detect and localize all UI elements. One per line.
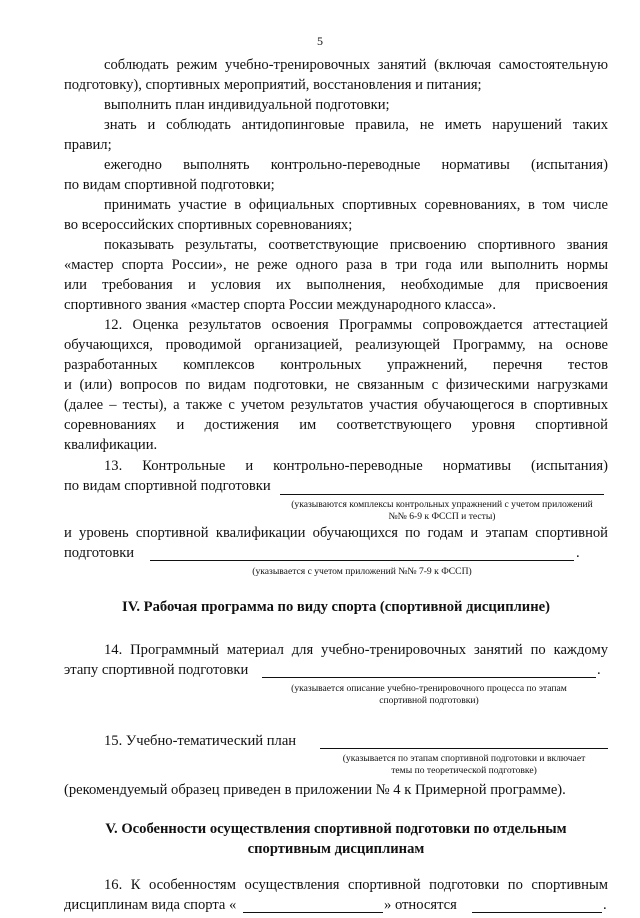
text-line: знать и соблюдать антидопинговые правила, не иметь нарушений таких <box>104 117 608 133</box>
text-line: квалификации. <box>64 437 158 453</box>
text-line: по видам спортивной подготовки; <box>64 177 275 193</box>
paragraph-14-line: 14. Программный материал для учебно-тренировочных занятий по каждому <box>104 642 608 658</box>
text-line: ежегодно выполнять контрольно-переводные нормативы (испытания) <box>104 157 608 173</box>
text-line: правил; <box>64 137 112 153</box>
text-line: (далее – тесты), а также с учетом результатов участия обучающегося в спортивных <box>64 397 608 413</box>
text-line: и (или) вопросов по видам подготовки, не связанным с физическими нагрузками <box>64 377 608 393</box>
text-line: подготовки <box>64 545 135 561</box>
field-hint: спортивной подготовки) <box>379 695 479 706</box>
text-line: обучающихся, проводимой организацией, реализующей Программу, на основе <box>64 337 608 353</box>
field-hint: темы по теоретической подготовке) <box>391 765 537 776</box>
field-hint: (указывается по этапам спортивной подготовки и включает <box>342 753 586 764</box>
punctuation: . <box>597 662 601 678</box>
paragraph-13-line: 13. Контрольные и контрольно-переводные нормативы (испытания) <box>104 458 608 474</box>
text-line: дисциплинам вида спорта « <box>64 897 237 913</box>
field-hint: №№ 6-9 к ФССП и тесты) <box>388 511 496 522</box>
text-line: «мастер спорта России», не реже одного раза в три года или выполнить нормы <box>64 257 608 273</box>
text-line: выполнить план индивидуальной подготовки; <box>104 97 390 113</box>
text-line: во всероссийских спортивных соревнованиях; <box>64 217 353 233</box>
text-line: или требования и условия их выполнения, необходимые для присвоения <box>64 277 608 293</box>
fill-in-line <box>320 748 608 749</box>
text-line: по видам спортивной подготовки <box>64 478 271 494</box>
text-line: разработанных комплексов контрольных упражнений, перечня тестов <box>64 357 608 373</box>
text-line: соревнованиях и достижения им соответствующего уровня спортивной <box>64 417 608 433</box>
text-line: подготовку), спортивных мероприятий, восстановления и питания; <box>64 77 482 93</box>
field-hint: (указывается описание учебно-тренировочного процесса по этапам <box>291 683 567 694</box>
field-hint: (указываются комплексы контрольных упражнений с учетом приложений <box>291 499 593 510</box>
page-number: 5 <box>317 34 323 48</box>
text-line: спортивного звания «мастер спорта России международного класса». <box>64 297 497 313</box>
section-heading-iv: IV. Рабочая программа по виду спорта (спортивной дисциплине) <box>122 599 550 615</box>
text-line: показывать результаты, соответствующие присвоению спортивного звания <box>104 237 608 253</box>
section-heading-v-cont: спортивным дисциплинам <box>247 841 425 857</box>
punctuation: . <box>576 545 580 561</box>
field-hint: (указывается с учетом приложений №№ 7-9 к ФССП) <box>252 566 472 577</box>
fill-in-line <box>150 560 574 561</box>
paragraph-16-line: 16. К особенностям осуществления спортивной подготовки по спортивным <box>104 877 608 893</box>
text-line: соблюдать режим учебно-тренировочных занятий (включая самостоятельную <box>104 57 608 73</box>
text-line: (рекомендуемый образец приведен в приложении № 4 к Примерной программе). <box>64 782 566 798</box>
paragraph-12-line: 12. Оценка результатов освоения Программы сопровождается аттестацией <box>104 317 608 333</box>
paragraph-15-line: 15. Учебно-тематический план <box>104 733 297 749</box>
text-line: принимать участие в официальных спортивных соревнованиях, в том числе <box>104 197 608 213</box>
fill-in-line <box>280 494 604 495</box>
text-line: » относятся <box>384 897 457 913</box>
fill-in-line <box>262 677 596 678</box>
fill-in-line <box>472 912 602 913</box>
punctuation: . <box>603 897 607 913</box>
section-heading-v: V. Особенности осуществления спортивной подготовки по отдельным <box>105 821 567 837</box>
text-line: этапу спортивной подготовки <box>64 662 249 678</box>
text-line: и уровень спортивной квалификации обучающихся по годам и этапам спортивной <box>64 525 608 541</box>
fill-in-line <box>243 912 383 913</box>
